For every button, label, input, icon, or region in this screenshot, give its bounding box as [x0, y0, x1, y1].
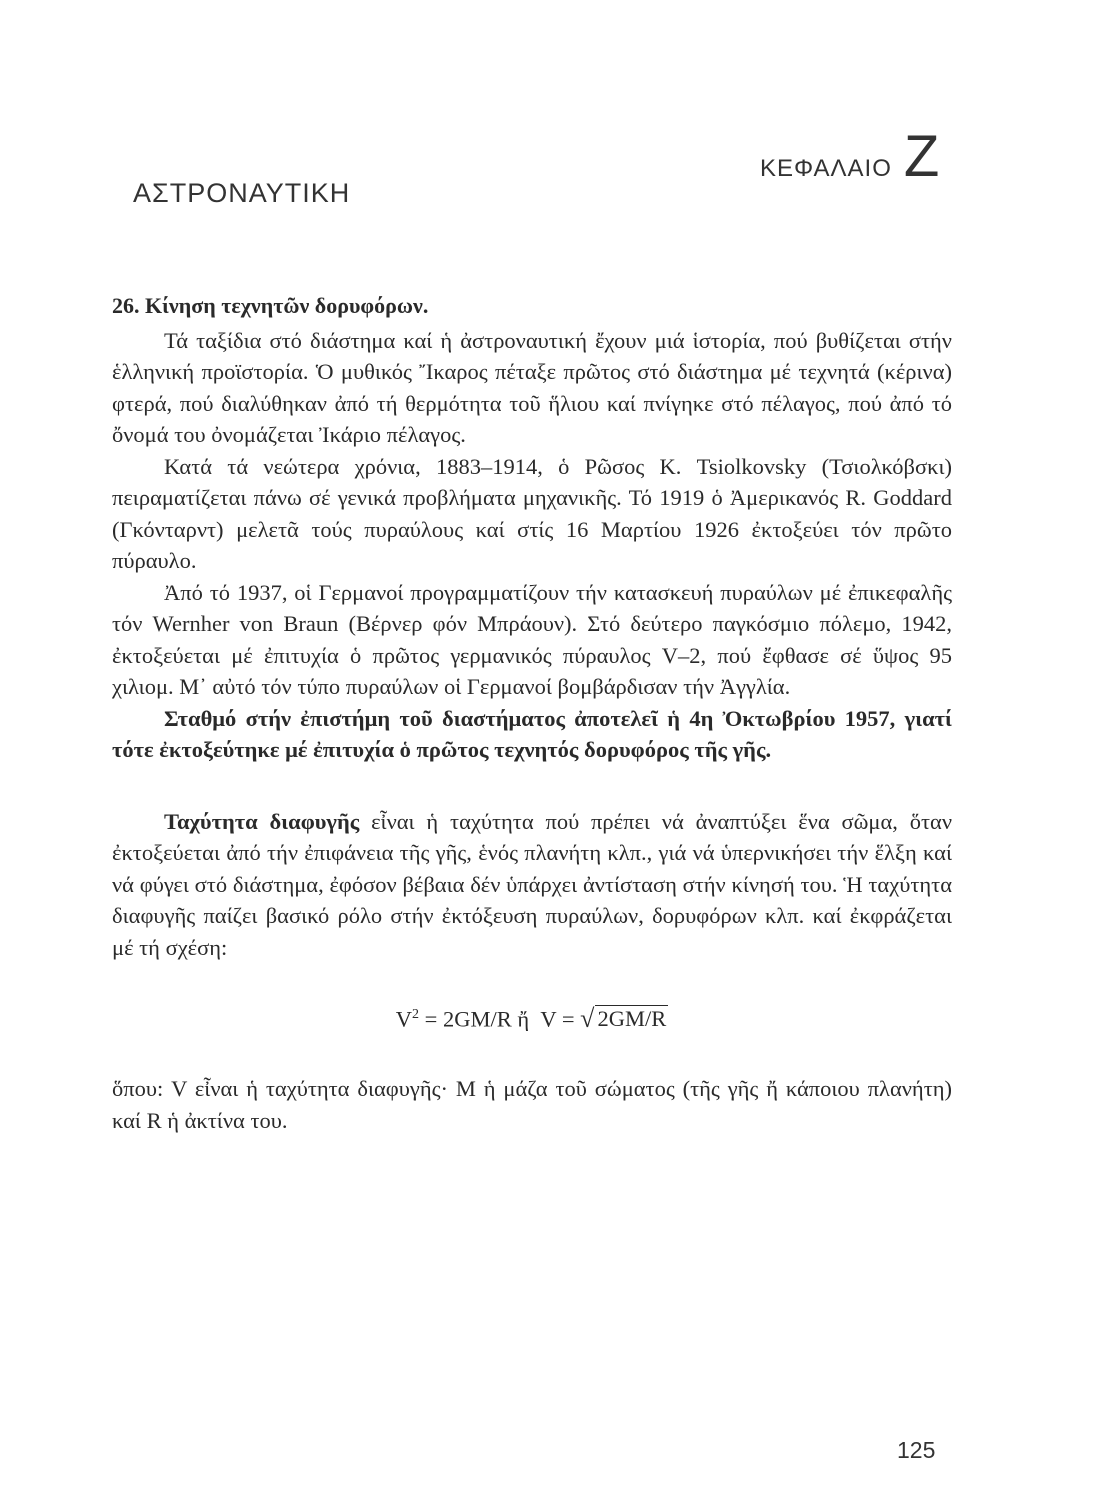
paragraph-history: Τά ταξίδια στό διάστημα καί ἡ ἀστροναυτική ἔχουν μιά ἱστορία, πού βυθίζεται στήν ἑλληνική προϊστορία. Ὁ μυθικός Ἴκαρος πέταξε πρῶτος στό διάστημα μέ τεχνητά (κέρινα) φτερά, πού διαλύθηκαν ἀπό τή θερμότητα τοῦ ἥλιου καί πνίγηκε στό πέλαγος, πού ἀπό τό ὄνομά του ὀνομάζεται Ἰκάριο πέλαγος. — [112, 327, 952, 447]
formula-sqrt-content: 2GM/R — [597, 1005, 667, 1031]
formula-sqrt — [580, 1005, 668, 1032]
chapter-label-text: ΚΕΦΑΛΑΙΟ — [760, 155, 892, 182]
chapter-letter: Z — [903, 124, 941, 189]
formula-left-exponent: 2 — [412, 1007, 420, 1022]
escape-velocity-definition: εἶναι ἡ ταχύτητα πού πρέπει νά ἀναπτύξει ἕνα σῶμα, ὅταν ἐκτοξεύεται ἀπό τήν ἐπιφάνεια τῆς γῆς, ἑνός πλανήτη κλπ., γιά νά ὑπερνικήσει τήν ἕλξη καί νά φύγει στό διάστημα, ἐφόσον βέβαια δέν ὑπάρχει ἀντίσταση στήν κίνησή του. Ἡ ταχύτητα διαφυγῆς παίζει βασικό ρόλο στήν ἐκτόξευση πυραύλων, δορυφόρων κλπ. καί ἐκφράζεται μέ τή σχέση: — [112, 808, 952, 960]
chapter-label — [760, 124, 941, 189]
formula-connector: ἤ — [511, 1006, 535, 1032]
escape-velocity-term: Ταχύτητα διαφυγῆς — [164, 808, 360, 834]
paragraph-where: ὅπου: V εἶναι ἡ ταχύτητα διαφυγῆς· Μ ἡ μάζα τοῦ σώματος (τῆς γῆς ἤ κάποιου πλανήτη) καί R ἡ ἀκτίνα του. — [112, 1076, 952, 1133]
section-heading: 26. Κίνηση τεχνητῶν δορυφόρων. — [112, 293, 429, 318]
paragraph-pioneers: Κατά τά νεώτερα χρόνια, 1883–1914, ὁ Ρῶσος Κ. Tsiolkovsky (Τσιολκόβσκι) πειραματίζεται πάνω σέ γενικά προβλήματα μηχανικῆς. Τό 1919 ὁ Ἀμερικανός R. Goddard (Γκόνταρντ) μελετᾶ τούς πυραύλους καί στίς 16 Μαρτίου 1926 ἐκτοξεύει τόν πρῶτο πύραυλο. — [112, 453, 952, 573]
formula-right-lhs: V = — [540, 1006, 581, 1032]
escape-velocity-formula — [112, 999, 952, 1035]
page-content — [112, 290, 952, 1136]
formula-left-rhs: = 2GM/R — [419, 1006, 512, 1032]
page-number: 125 — [897, 1437, 936, 1463]
paragraph-escape-velocity — [112, 806, 952, 964]
paragraph-sputnik: Σταθμό στήν ἐπιστήμη τοῦ διαστήματος ἀποτελεῖ ἡ 4η Ὀκτωβρίου 1957, γιατί τότε ἐκτοξεύτηκε μέ ἐπιτυχία ὁ πρῶτος τεχνητός δορυφόρος τῆς γῆς. — [112, 705, 952, 762]
sqrt-icon: √ — [580, 1003, 595, 1033]
formula-left-base: V — [395, 1006, 413, 1032]
paragraph-v2: Ἀπό τό 1937, οἱ Γερμανοί προγραμματίζουν τήν κατασκευή πυραύλων μέ ἐπικεφαλῆς τόν Wernher von Braun (Βέρνερ φόν Μπράουν). Στό δεύτερο παγκόσμιο πόλεμο, 1942, ἐκτοξεύεται μέ ἐπιτυχία ὁ πρῶτος γερμανικός πύραυλος V–2, πού ἔφθασε σέ ὕψος 95 χιλιομ. Μ᾿ αὐτό τόν τύπο πυραύλων οἱ Γερμανοί βομβάρδισαν τήν Ἀγγλία. — [112, 579, 952, 699]
chapter-title: ΑΣΤΡΟΝΑΥΤΙΚΗ — [133, 178, 351, 208]
